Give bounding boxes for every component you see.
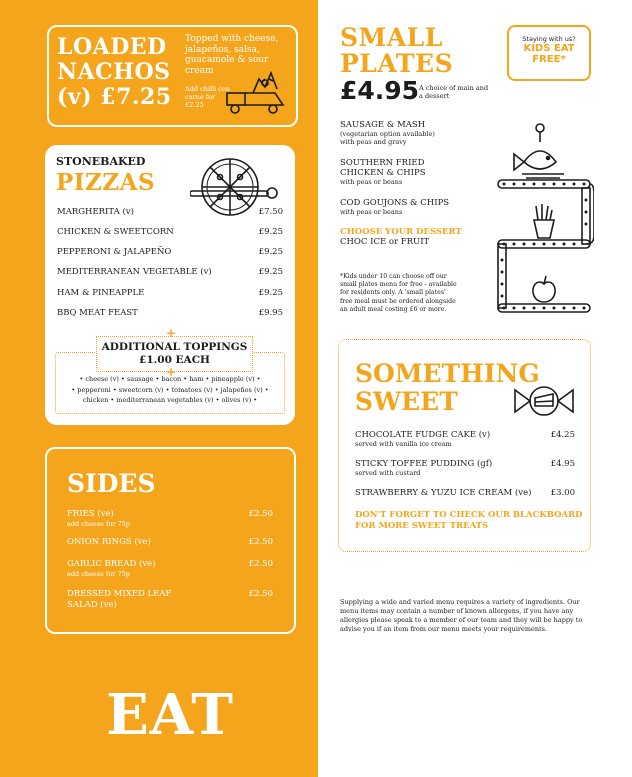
toppings-title-line1: ADDITIONAL TOPPINGS xyxy=(101,341,248,353)
pizza-row xyxy=(57,207,283,217)
sweet-title-line1: SOMETHING xyxy=(355,359,540,388)
sides-title: SIDES xyxy=(67,469,156,498)
pizza-row xyxy=(57,227,283,237)
side-row xyxy=(67,509,273,528)
small-plates-title-line1: SMALL xyxy=(340,23,443,52)
small-plate-name: COD GOUJONS & CHIPS xyxy=(340,198,450,208)
dessert-row xyxy=(355,488,575,498)
bubble-line: Staying with us? xyxy=(522,35,576,43)
pizza-name: HAM & PINEAPPLE xyxy=(57,288,145,298)
sweet-title-line2: SWEET xyxy=(355,387,458,416)
pizza-name: CHICKEN & SWEETCORN xyxy=(57,227,174,237)
bubble-kids-line1: KIDS EAT xyxy=(523,43,575,54)
pizzas-title: PIZZAS xyxy=(56,169,156,196)
side-name: FRIES (ve) xyxy=(67,509,114,519)
small-plates-title-line2: PLATES xyxy=(340,49,454,78)
pizza-price: £9.95 xyxy=(258,308,283,318)
small-plate-name: SAUSAGE & MASH xyxy=(340,120,426,130)
pizzas-card xyxy=(45,145,295,425)
side-row xyxy=(67,589,273,611)
sides-card xyxy=(45,447,296,634)
fries-icon xyxy=(534,204,554,238)
side-row xyxy=(67,559,273,578)
plus-icon: + xyxy=(166,326,177,340)
pizza-price: £9.25 xyxy=(258,267,283,277)
conveyor-icon xyxy=(494,120,594,320)
dessert-row xyxy=(355,430,575,448)
dessert-price: £4.25 xyxy=(550,430,575,440)
side-sub: add cheese for 75p xyxy=(67,570,130,578)
nachos-title-line1: LOADED xyxy=(57,34,167,60)
side-row xyxy=(67,537,273,547)
pizza-row xyxy=(57,247,283,257)
dessert-name: STICKY TOFFEE PUDDING (gf) xyxy=(355,459,493,469)
nachos-card xyxy=(47,25,298,127)
blackboard-line2: FOR MORE SWEET TREATS xyxy=(355,521,489,531)
nachos-title xyxy=(57,35,172,110)
dessert-sub: served with custard xyxy=(355,469,421,477)
dessert-price: £3.00 xyxy=(550,488,575,498)
small-plate-name: SOUTHERN FRIED CHICKEN & CHIPS xyxy=(340,158,426,178)
toppings-title-line2: £1.00 EACH xyxy=(139,354,210,366)
nachos-title-line3: (v) £7.25 xyxy=(57,84,172,110)
pizzas-kicker: STONEBAKED xyxy=(56,155,146,168)
pizza-name: BBQ MEAT FEAST xyxy=(57,308,138,318)
dessert-price: £4.95 xyxy=(550,459,575,469)
dessert-name: STRAWBERRY & YUZU ICE CREAM (ve) xyxy=(355,488,532,498)
pizza-name: MARGHERITA (v) xyxy=(57,207,134,217)
dessert-options: CHOC ICE or FRUIT xyxy=(340,237,430,247)
side-price: £2.50 xyxy=(248,589,273,599)
pizza-price: £9.25 xyxy=(258,247,283,257)
nachos-addon: Add chilli con carne for £2.25 xyxy=(185,85,231,109)
side-price: £2.50 xyxy=(248,509,273,519)
dessert-heading: CHOOSE YOUR DESSERT xyxy=(340,227,462,237)
dessert-row xyxy=(355,459,575,477)
small-plates-choice: A choice of main and a dessert xyxy=(419,84,489,100)
bubble-kids-line2: FREE* xyxy=(532,54,566,65)
allergy-note: Supplying a wide and varied menu requires a variety of ingredients. Our menu items may contain a number of known allergens, if you have any allergies please speak to a member of our team and they will be happy to advise you if an item from our menu meets your requirements. xyxy=(340,598,583,633)
pizza-row xyxy=(57,267,283,277)
blackboard-note xyxy=(355,510,583,532)
side-sub: add cheese for 75p xyxy=(67,520,130,528)
pizza-price: £7.50 xyxy=(258,207,283,217)
side-price: £2.50 xyxy=(248,537,273,547)
kids-note: *Kids under 10 can choose off our small plates menu for free - available for residents only. A 'small plates' free meal must be ordered alongside an adult meal costing £6 or more. xyxy=(340,273,457,313)
nachos-title-line2: NACHOS xyxy=(57,59,171,85)
small-plate-sub: with peas or beans xyxy=(340,208,403,216)
small-plate-item xyxy=(340,158,440,186)
fish-hook-icon xyxy=(536,124,544,132)
something-sweet-card xyxy=(338,339,591,552)
fish-icon xyxy=(524,151,556,169)
toppings-line: • pepperoni • sweetcorn (v) • tomatoes (v) • jalapeños (v) • xyxy=(71,385,269,394)
small-plate-item xyxy=(340,198,460,216)
small-plate-item xyxy=(340,120,450,146)
candy-cake-icon xyxy=(511,384,577,418)
pizza-price: £9.25 xyxy=(258,227,283,237)
dessert-name: CHOCOLATE FUDGE CAKE (v) xyxy=(355,430,491,440)
pizza-name: PEPPERONI & JALAPEÑO xyxy=(57,247,172,257)
small-plates-price: £4.95 xyxy=(340,76,420,105)
toppings-line: chicken • mediterranean vegetables (v) • olives (v) • xyxy=(82,396,258,404)
truck-icon xyxy=(225,69,291,117)
kids-eat-free-bubble xyxy=(507,25,591,81)
side-name: GARLIC BREAD (ve) xyxy=(67,559,156,569)
blackboard-line1: DON'T FORGET TO CHECK OUR BLACKBOARD xyxy=(355,510,583,520)
dessert-sub: served with vanilla ice cream xyxy=(355,440,452,448)
dessert-choice xyxy=(340,227,470,247)
pizza-name: MEDITERRANEAN VEGETABLE (v) xyxy=(57,267,212,277)
side-price: £2.50 xyxy=(248,559,273,569)
nachos-description: Topped with cheese, jalapeños, salsa, guacamole & sour cream xyxy=(185,34,279,76)
toppings-list xyxy=(57,374,283,406)
side-name: ONION RINGS (ve) xyxy=(67,537,151,547)
toppings-line: • cheese (v) • sausage • bacon • ham • pineapple (v) • xyxy=(79,375,261,383)
eat-heading: EAT xyxy=(106,682,234,748)
pizza-row xyxy=(57,308,283,318)
plus-icon: + xyxy=(166,365,177,379)
additional-toppings-title xyxy=(97,341,252,367)
small-plate-sub: (vegetarian option available) with peas and gravy xyxy=(340,130,435,146)
side-name: DRESSED MIXED LEAF SALAD (ve) xyxy=(67,589,172,610)
small-plates-title xyxy=(340,25,453,77)
small-plate-sub: with peas or beans xyxy=(340,178,403,186)
pizza-price: £9.25 xyxy=(258,288,283,298)
pizza-row xyxy=(57,288,283,298)
apple-icon xyxy=(533,276,555,302)
